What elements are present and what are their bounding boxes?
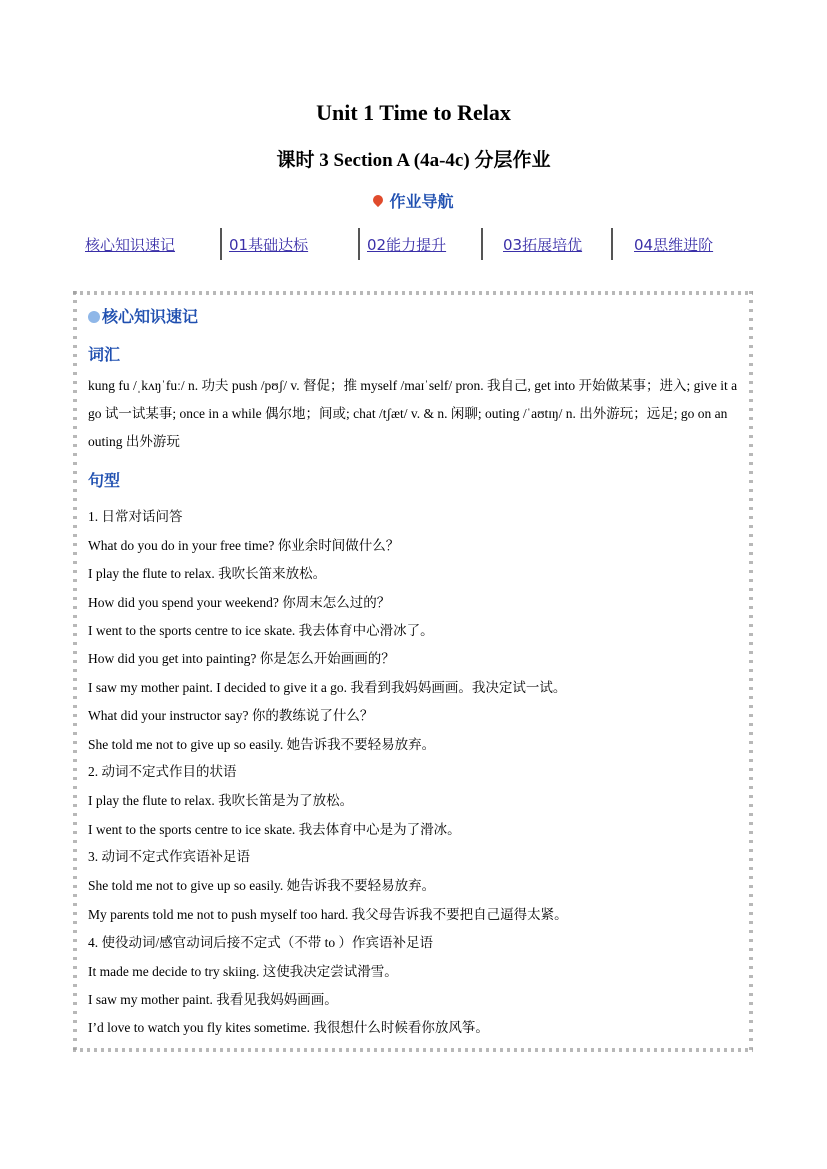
nav-divider xyxy=(358,228,360,260)
pattern-line: I saw my mother paint. 我看见我妈妈画画。 xyxy=(88,992,338,1007)
page-title: Unit 1 Time to Relax xyxy=(316,100,511,125)
pattern-line: How did you get into painting? 你是怎么开始画画的？ xyxy=(88,651,395,666)
pattern-heading: 句型 xyxy=(88,471,121,490)
frame-border-right xyxy=(749,291,753,1052)
section-bubble-icon xyxy=(88,311,100,323)
homework-nav xyxy=(0,228,827,262)
pattern-line: I play the flute to relax. 我吹长笛来放松。 xyxy=(88,566,327,581)
nav-divider xyxy=(220,228,222,260)
pattern-line: What did your instructor say? 你的教练说了什么？ xyxy=(88,708,374,723)
nav-link-basic[interactable]: 01基础达标 xyxy=(229,236,309,254)
nav-heading-label: 作业导航 xyxy=(389,192,454,211)
pattern-line: How did you spend your weekend? 你周末怎么过的？ xyxy=(88,595,391,610)
homework-nav-heading xyxy=(0,189,827,212)
pattern-line: 3. 动词不定式作宾语补足语 xyxy=(88,849,250,864)
pattern-line: She told me not to give up so easily. 她告诉我不要轻易放弃。 xyxy=(88,878,436,893)
frame-border-bottom xyxy=(73,1048,753,1052)
vocab-heading: 词汇 xyxy=(88,345,121,364)
pattern-line: What do you do in your free time? 你业余时间做什么？ xyxy=(88,538,400,553)
pattern-line: 1. 日常对话问答 xyxy=(88,509,183,524)
pattern-line: 4. 使役动词/感官动词后接不定式（不带 to ）作宾语补足语 xyxy=(88,935,434,950)
pattern-line: I’d love to watch you fly kites sometime. 我很想什么时候看你放风筝。 xyxy=(88,1020,489,1035)
section-heading xyxy=(88,304,198,327)
nav-link-extension[interactable]: 03拓展培优 xyxy=(503,236,583,254)
nav-divider xyxy=(611,228,613,260)
frame-border-top xyxy=(73,291,753,295)
pattern-line: My parents told me not to push myself too hard. 我父母告诉我不要把自己逼得太紧。 xyxy=(88,907,568,922)
pattern-line: I went to the sports centre to ice skate. 我去体育中心滑冰了。 xyxy=(88,623,434,638)
pattern-line: I went to the sports centre to ice skate. 我去体育中心是为了滑冰。 xyxy=(88,822,461,837)
frame-border-left xyxy=(73,291,77,1052)
pattern-line: I saw my mother paint. I decided to give it a go. 我看到我妈妈画画。我决定试一试。 xyxy=(88,680,567,695)
pattern-line: It made me decide to try skiing. 这使我决定尝试滑雪。 xyxy=(88,964,398,979)
vocab-paragraph: kung fu /ˌkʌŋˈfuː/ n. 功夫 push /pʊʃ/ v. 督促；推 myself /maɪˈself/ pron. 我自己, get into 开始做某事；进入; give it a go 试一试某事; once in a while 偶尔地；间或; chat /tʃæt/ v. & n. 闲聊; outing /ˈaʊtɪŋ/ n. 出外游玩；远足; go on an outing 出外游玩 xyxy=(88,378,738,449)
pattern-line: She told me not to give up so easily. 她告诉我不要轻易放弃。 xyxy=(88,737,436,752)
nav-link-core-knowledge[interactable]: 核心知识速记 xyxy=(85,236,176,254)
section-heading-label: 核心知识速记 xyxy=(102,307,199,326)
page-subtitle: 课时 3 Section A (4a-4c) 分层作业 xyxy=(276,150,551,171)
pattern-line: I play the flute to relax. 我吹长笛是为了放松。 xyxy=(88,793,354,808)
nav-link-thinking[interactable]: 04思维进阶 xyxy=(634,236,714,254)
location-pin-icon xyxy=(371,193,385,207)
nav-divider xyxy=(481,228,483,260)
pattern-line: 2. 动词不定式作目的状语 xyxy=(88,764,237,779)
nav-link-ability[interactable]: 02能力提升 xyxy=(367,236,447,254)
